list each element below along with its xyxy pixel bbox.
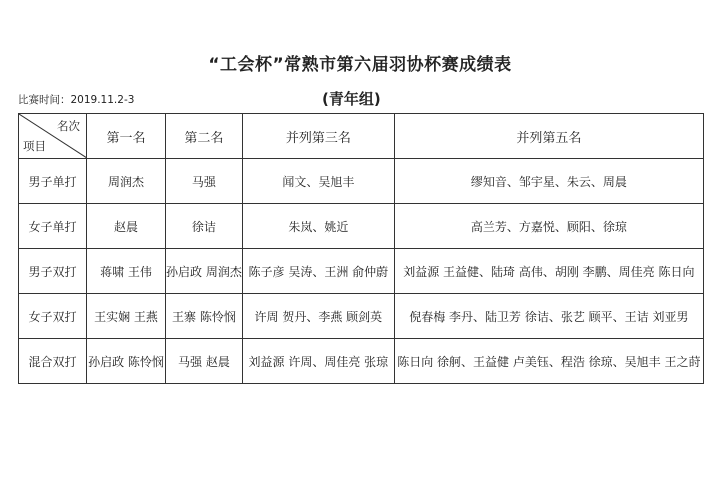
table-row [19, 249, 704, 294]
third-cell: 陈子彦 吴涛、王洲 俞仲蔚 [242, 249, 394, 294]
event-cell: 女子单打 [19, 204, 87, 249]
table-row [19, 339, 704, 384]
corner-rank-label: 名次 [57, 119, 80, 133]
col-header-fifth: 并列第五名 [394, 114, 703, 159]
second-cell: 马强 赵晨 [166, 339, 243, 384]
event-cell: 男子单打 [19, 159, 87, 204]
third-cell: 朱岚、姚近 [242, 204, 394, 249]
second-cell: 孙启政 周润杰 [166, 249, 243, 294]
group-subtitle: (青年组) [322, 90, 381, 108]
fifth-cell: 陈日向 徐舸、王益健 卢美钰、程浩 徐琼、吴旭丰 王之莳 [394, 339, 703, 384]
second-cell: 马强 [166, 159, 243, 204]
col-header-third: 并列第三名 [242, 114, 394, 159]
second-cell: 徐诘 [166, 204, 243, 249]
fifth-cell: 刘益源 王益健、陆琦 高伟、胡刚 李鹏、周佳亮 陈日向 [394, 249, 703, 294]
col-header-first: 第一名 [87, 114, 166, 159]
first-cell: 蒋啸 王伟 [87, 249, 166, 294]
table-row [19, 294, 704, 339]
results-table [18, 113, 704, 384]
first-cell: 周润杰 [87, 159, 166, 204]
third-cell: 闻文、吴旭丰 [242, 159, 394, 204]
fifth-cell: 缪知音、邹宇星、朱云、周晨 [394, 159, 703, 204]
table-row [19, 204, 704, 249]
third-cell: 刘益源 许周、周佳亮 张琼 [242, 339, 394, 384]
corner-cell [19, 114, 87, 159]
match-date: 比赛时间：2019.11.2-3 [18, 94, 135, 106]
second-cell: 王寨 陈怜悯 [166, 294, 243, 339]
corner-project-label: 项目 [23, 139, 46, 153]
page-title: “工会杯”常熟市第六届羽协杯赛成绩表 [208, 55, 512, 75]
header-row [19, 114, 704, 159]
event-cell: 男子双打 [19, 249, 87, 294]
fifth-cell: 高兰芳、方嘉悦、顾阳、徐琼 [394, 204, 703, 249]
third-cell: 许周 贺丹、李燕 顾剑英 [242, 294, 394, 339]
fifth-cell: 倪春梅 李丹、陆卫芳 徐诘、张艺 顾平、王诘 刘亚男 [394, 294, 703, 339]
first-cell: 孙启政 陈怜悯 [87, 339, 166, 384]
first-cell: 王实娴 王燕 [87, 294, 166, 339]
col-header-second: 第二名 [166, 114, 243, 159]
event-cell: 女子双打 [19, 294, 87, 339]
first-cell: 赵晨 [87, 204, 166, 249]
table-row [19, 159, 704, 204]
event-cell: 混合双打 [19, 339, 87, 384]
